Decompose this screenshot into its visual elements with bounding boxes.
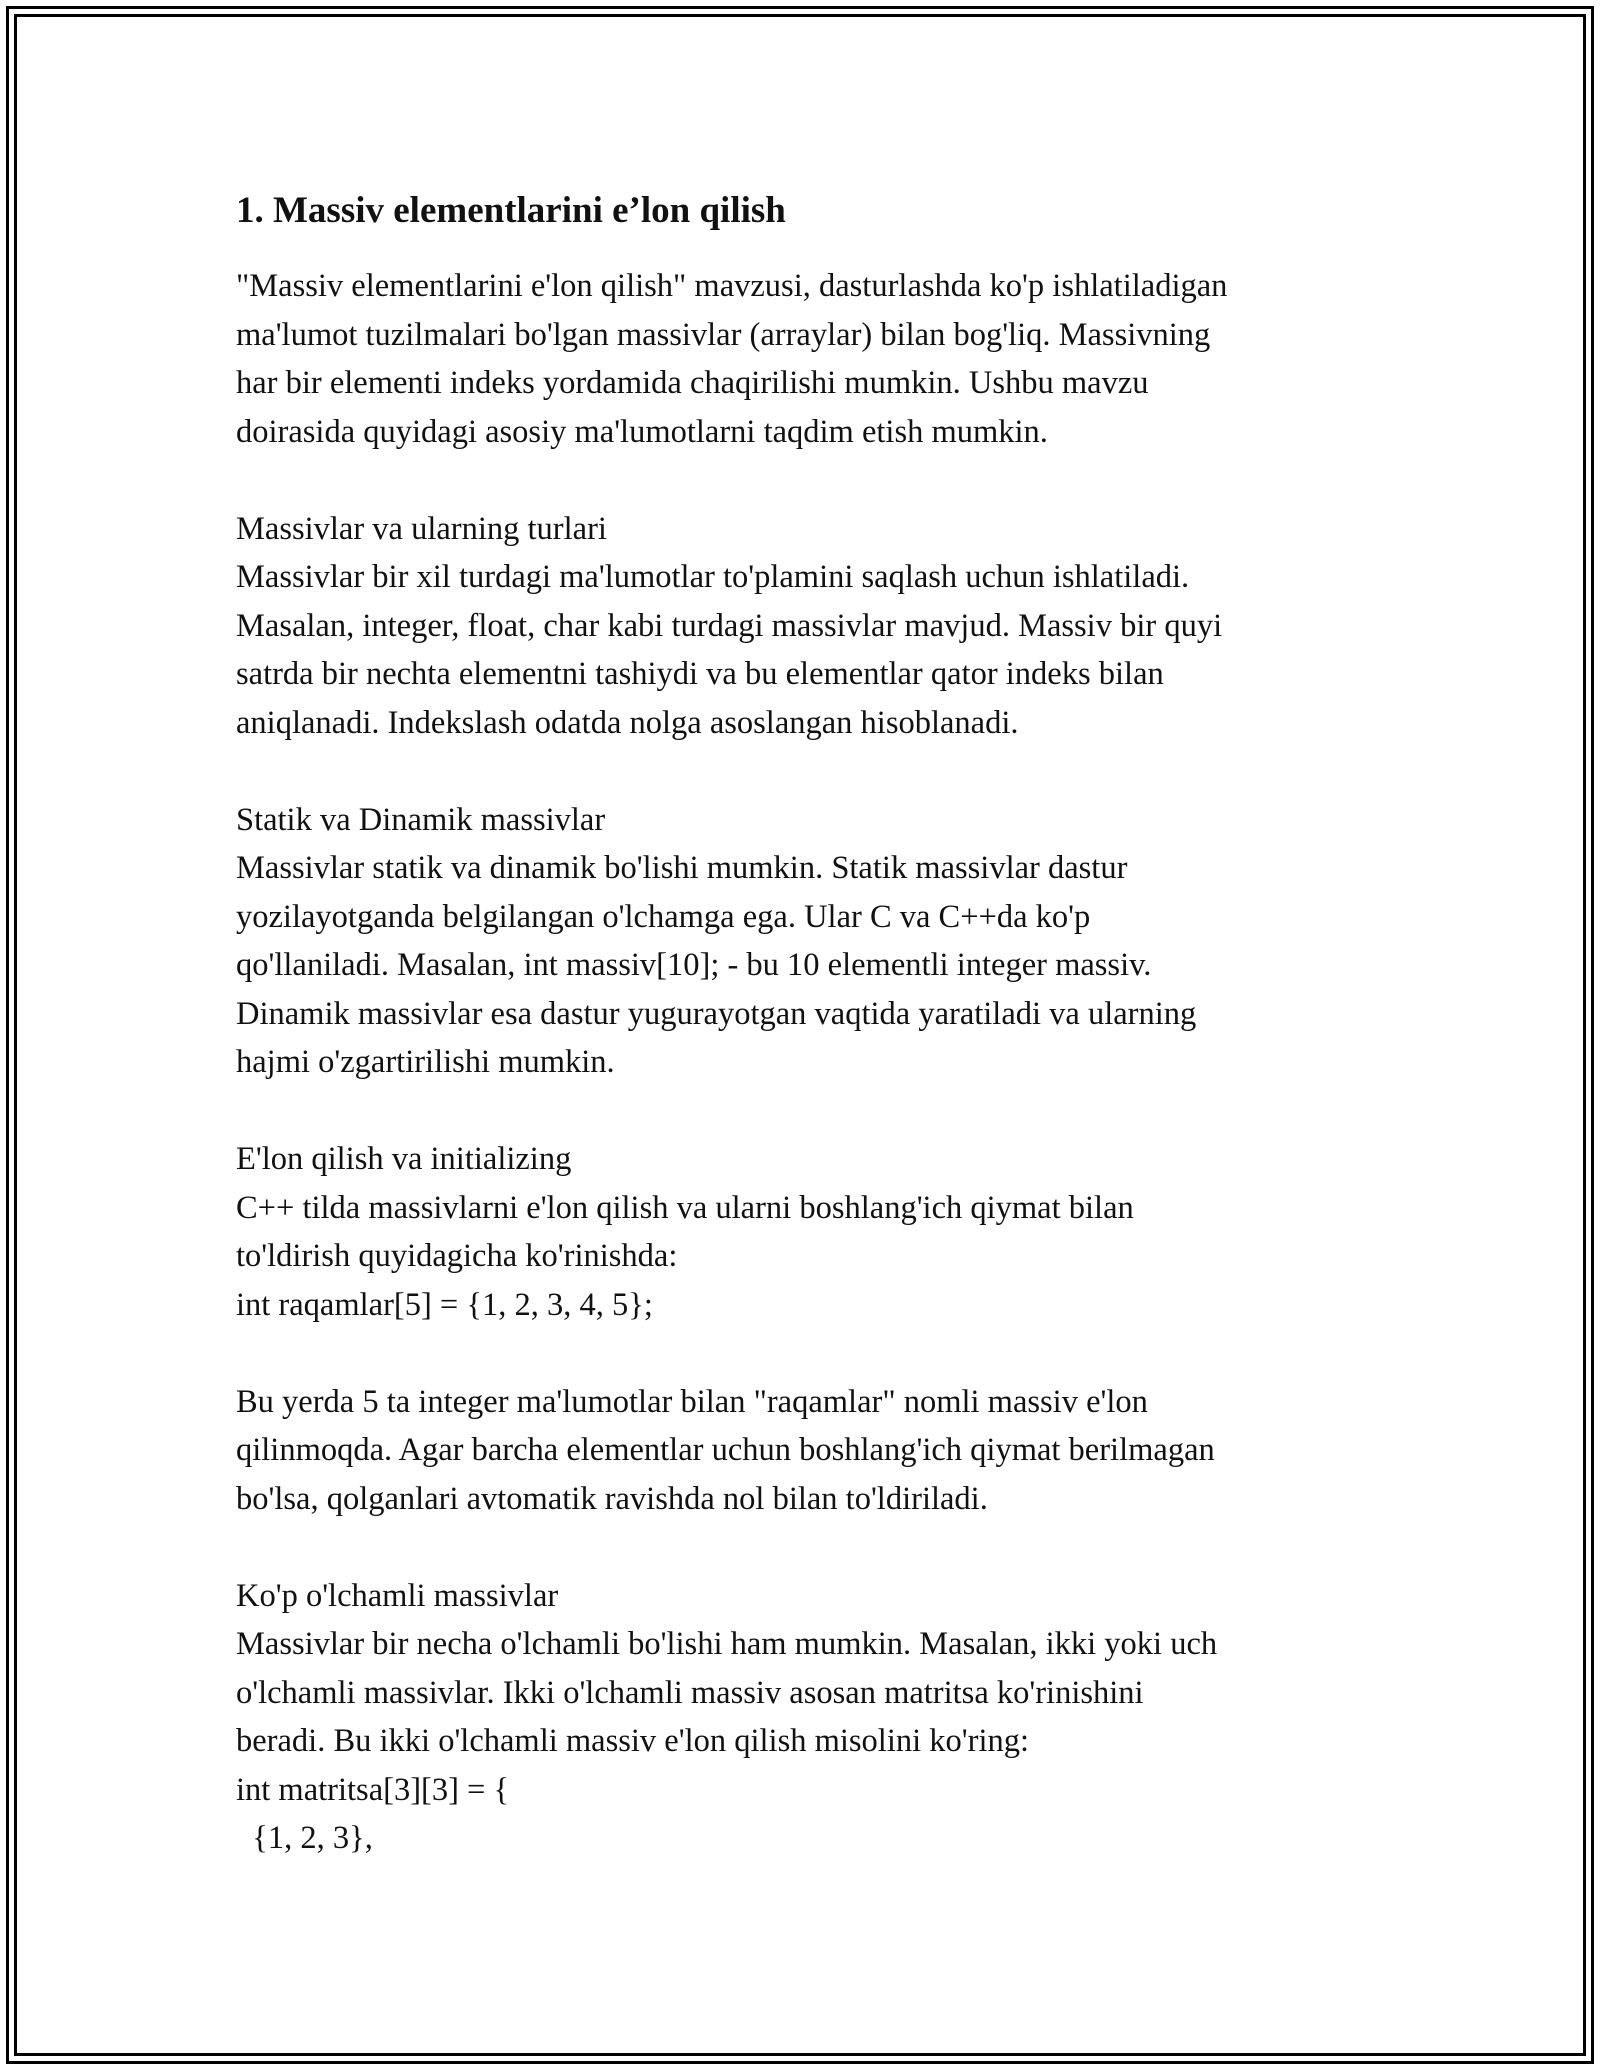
text-line: Masalan, integer, float, char kabi turdagi massivlar mavjud. Massiv bir quyi	[236, 607, 1223, 644]
paragraph-declaration	[236, 1135, 1366, 1329]
code-line: {1, 2, 3},	[236, 1820, 373, 1856]
text-line: qilinmoqda. Agar barcha elementlar uchun boshlang'ich qiymat berilmagan	[236, 1432, 1215, 1468]
document-title: 1. Massiv elementlarini e’lon qilish	[236, 190, 786, 231]
text-line: aniqlanadi. Indekslash odatda nolga asoslangan hisoblanadi.	[236, 704, 1019, 741]
text-line: o'lchamli massivlar. Ikki o'lchamli massiv asosan matritsa ko'rinishini	[236, 1674, 1144, 1711]
text-line: yozilayotganda belgilangan o'lchamga ega. Ular C va C++da ko'p	[236, 898, 1091, 935]
document-body	[236, 186, 1366, 1911]
paragraph-multidimensional	[236, 1572, 1366, 1863]
section-heading: E'lon qilish va initializing	[236, 1141, 572, 1177]
code-line: int matritsa[3][3] = {	[236, 1771, 510, 1808]
paragraph-static-dynamic	[236, 796, 1366, 1087]
text-line: qo'llaniladi. Masalan, int massiv[10]; - bu 10 elementli integer massiv.	[236, 947, 1152, 983]
text-line: har bir elementi indeks yordamida chaqirilishi mumkin. Ushbu mavzu	[236, 365, 1149, 401]
text-line: doirasida quyidagi asosiy ma'lumotlarni taqdim etish mumkin.	[236, 413, 1048, 450]
text-line: "Massiv elementlarini e'lon qilish" mavzusi, dasturlashda ko'p ishlatiladigan	[236, 268, 1228, 304]
text-line: Massivlar bir xil turdagi ma'lumotlar to'plamini saqlash uchun ishlatiladi.	[236, 559, 1190, 595]
text-line: Massivlar bir necha o'lchamli bo'lishi ham mumkin. Masalan, ikki yoki uch	[236, 1626, 1218, 1662]
paragraph-intro	[236, 262, 1366, 456]
text-line: hajmi o'zgartirilishi mumkin.	[236, 1044, 615, 1080]
text-line: Massivlar statik va dinamik bo'lishi mumkin. Statik massivlar dastur	[236, 850, 1128, 886]
paragraph-array-types	[236, 505, 1366, 748]
text-line: beradi. Bu ikki o'lchamli massiv e'lon qilish misolini ko'ring:	[236, 1723, 1029, 1759]
section-heading: Massivlar va ularning turlari	[236, 510, 607, 547]
text-line: ma'lumot tuzilmalari bo'lgan massivlar (arraylar) bilan bog'liq. Massivning	[236, 316, 1211, 353]
paragraph-explanation	[236, 1378, 1366, 1524]
section-heading: Ko'p o'lchamli massivlar	[236, 1577, 559, 1614]
text-line: Bu yerda 5 ta integer ma'lumotlar bilan "raqamlar" nomli massiv e'lon	[236, 1383, 1148, 1420]
text-line: to'ldirish quyidagicha ko'rinishda:	[236, 1238, 678, 1274]
text-line: bo'lsa, qolganlari avtomatik ravishda nol bilan to'ldiriladi.	[236, 1480, 988, 1517]
text-line: C++ tilda massivlarni e'lon qilish va ularni boshlang'ich qiymat bilan	[236, 1189, 1134, 1226]
code-line: int raqamlar[5] = {1, 2, 3, 4, 5};	[236, 1286, 653, 1323]
section-heading: Statik va Dinamik massivlar	[236, 801, 606, 838]
text-line: satrda bir nechta elementni tashiydi va bu elementlar qator indeks bilan	[236, 656, 1164, 692]
text-line: Dinamik massivlar esa dastur yugurayotgan vaqtida yaratiladi va ularning	[236, 995, 1197, 1032]
